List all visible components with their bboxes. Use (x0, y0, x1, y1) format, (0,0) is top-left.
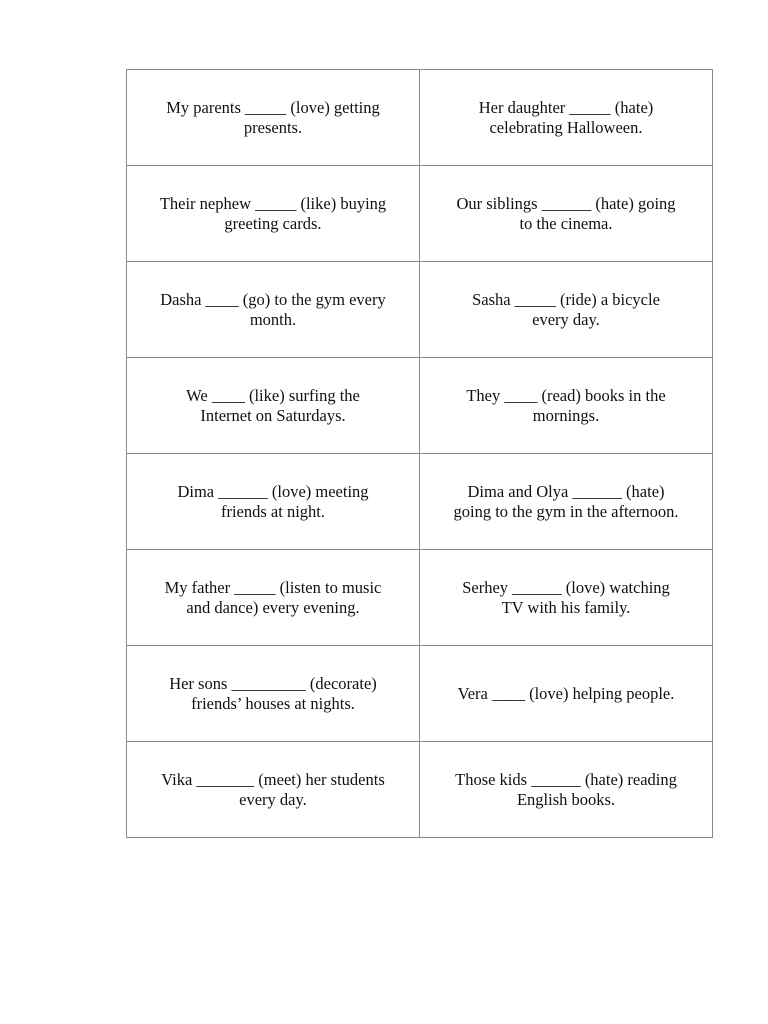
exercise-card (127, 358, 420, 454)
card-row (127, 454, 713, 550)
card-sentence: Dasha ____ (go) to the gym every month. (160, 289, 386, 329)
card-row (127, 646, 713, 742)
exercise-card (420, 70, 713, 166)
card-sentence: Their nephew _____ (like) buying greeting cards. (159, 193, 387, 233)
card-sentence: My parents _____ (love) getting presents. (166, 97, 380, 137)
card-sentence: Serhey ______ (love) watching TV with his family. (462, 577, 670, 617)
exercise-card (127, 70, 420, 166)
card-sentence: Vika _______ (meet) her students every day. (161, 769, 385, 809)
exercise-card (420, 358, 713, 454)
exercise-card (127, 550, 420, 646)
exercise-card (420, 262, 713, 358)
card-sentence: Our siblings ______ (hate) going to the cinema. (456, 193, 676, 233)
card-sentence: Vera ____ (love) helping people. (457, 683, 675, 703)
exercise-card (420, 166, 713, 262)
card-sentence: Her daughter _____ (hate) celebrating Halloween. (478, 97, 654, 137)
card-sentence: We ____ (like) surfing the Internet on Saturdays. (186, 385, 360, 425)
card-sentence: Her sons _________ (decorate) friends’ houses at nights. (169, 673, 377, 713)
card-table-body (127, 70, 713, 838)
card-row (127, 70, 713, 166)
card-row (127, 358, 713, 454)
card-sentence: Dima ______ (love) meeting friends at night. (177, 481, 369, 521)
exercise-card (127, 454, 420, 550)
exercise-card (127, 166, 420, 262)
exercise-card (420, 646, 713, 742)
exercise-card (420, 454, 713, 550)
card-sentence: Those kids ______ (hate) reading English books. (455, 769, 677, 809)
card-sentence: Sasha _____ (ride) a bicycle every day. (472, 289, 660, 329)
card-row (127, 742, 713, 838)
exercise-card-table (126, 69, 713, 838)
exercise-card (127, 646, 420, 742)
card-row (127, 166, 713, 262)
card-sentence: My father _____ (listen to music and dance) every evening. (164, 577, 382, 617)
card-row (127, 262, 713, 358)
card-row (127, 550, 713, 646)
exercise-card (420, 550, 713, 646)
exercise-card (420, 742, 713, 838)
card-sentence: They ____ (read) books in the mornings. (466, 385, 666, 425)
exercise-card (127, 262, 420, 358)
exercise-card (127, 742, 420, 838)
card-sentence: Dima and Olya ______ (hate) going to the gym in the afternoon. (453, 481, 679, 521)
